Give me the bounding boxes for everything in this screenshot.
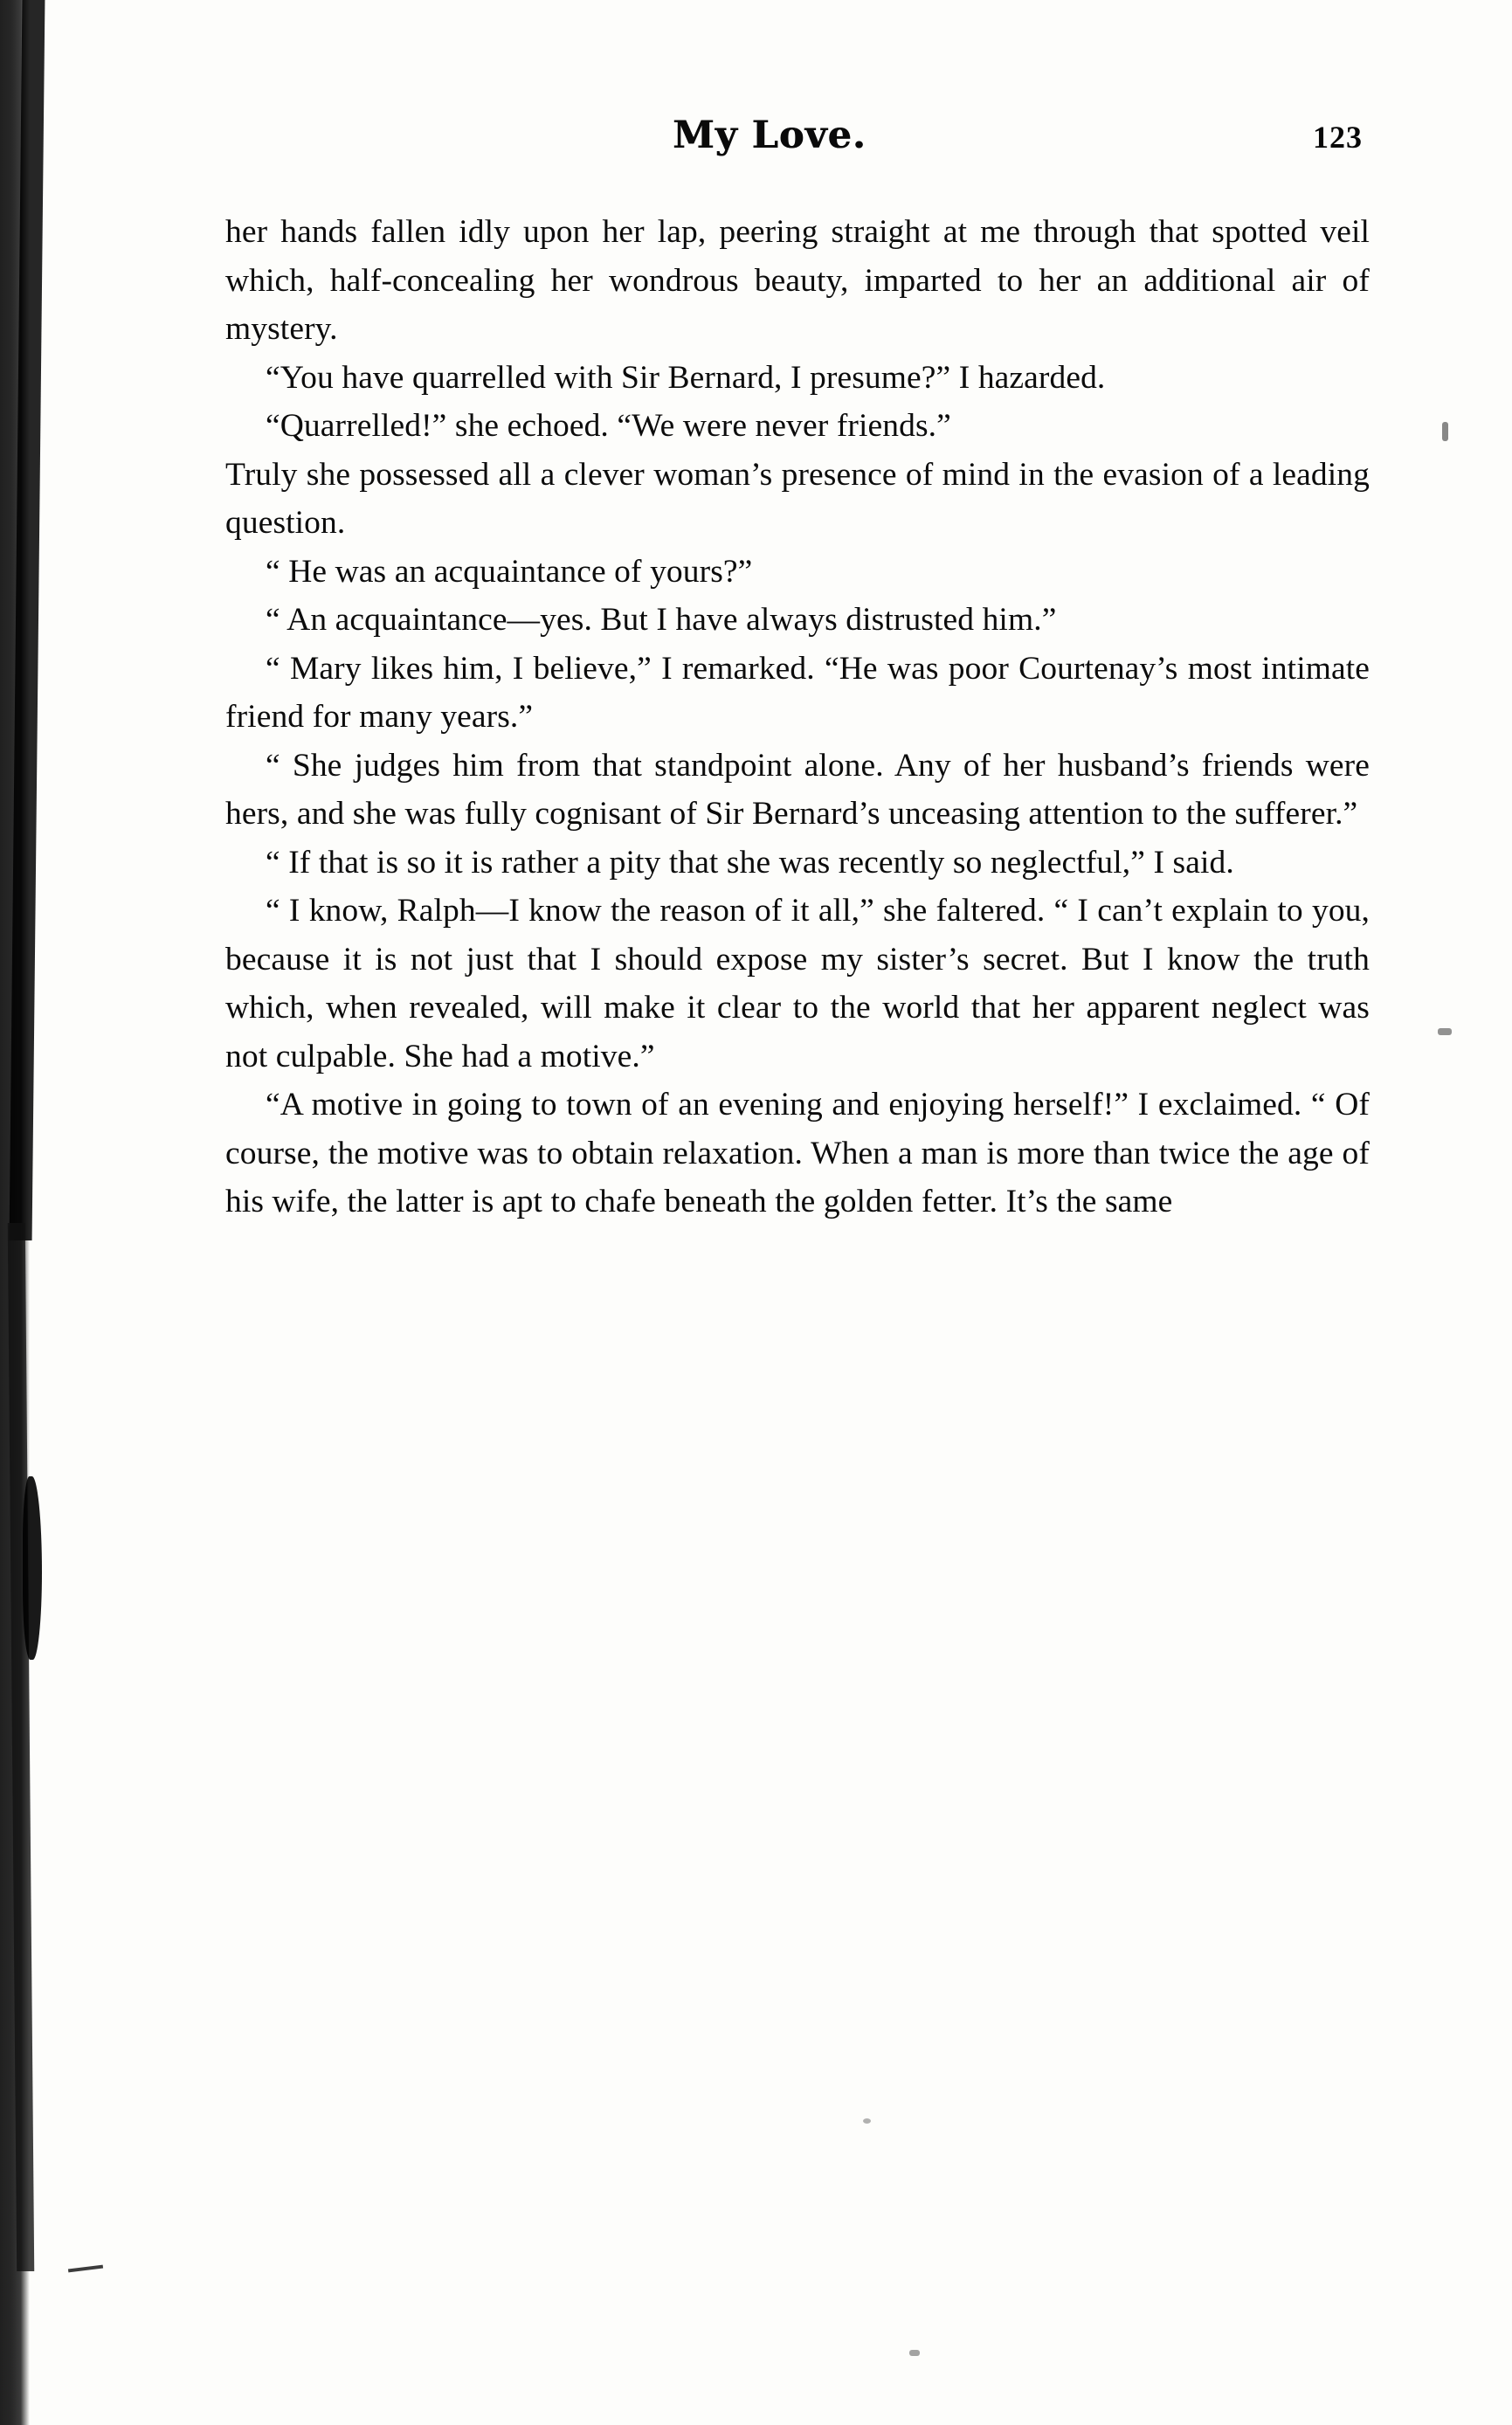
paragraph: “ I know, Ralph—I know the reason of it all,” she faltered. “ I can’t explain to you, because it is not just that I should expose my sister’s secret. But I know the truth which, when revealed, will make it clear to the world that her apparent neglect was not culpable. She had a motive.” (225, 893, 1370, 1074)
scan-speck-bottom (909, 2350, 920, 2356)
paragraph: “Quarrelled!” she echoed. “We were never friends.” (266, 408, 951, 444)
scan-speck-right-upper (1442, 422, 1448, 441)
scan-blob-artifact (23, 1476, 42, 1660)
paragraph: “A motive in going to town of an evening and enjoying herself!” I exclaimed. “ Of course, the motive was to obtain relaxation. When a man is more than twice the age of his wife, the latter is apt to chafe beneath the golden fetter. It’s the same (225, 1087, 1370, 1219)
scan-tick-artifact (68, 2265, 103, 2273)
page-number: 123 (1313, 120, 1363, 155)
page-body-text (225, 208, 1370, 1226)
scan-speck-mid (863, 2118, 871, 2124)
paragraph: Truly she possessed all a clever woman’s presence of mind in the evasion of a leading question. (225, 456, 1370, 541)
paragraph: “ An acquaintance—yes. But I have always distrusted him.” (266, 602, 1057, 638)
paragraph: “You have quarrelled with Sir Bernard, I presume?” I hazarded. (266, 359, 1106, 396)
paragraph: “ She judges him from that standpoint alone. Any of her husband’s friends were hers, and she was fully cognisant of Sir Bernard’s unceasing attention to the sufferer.” (225, 747, 1370, 832)
paragraph: her hands fallen idly upon her lap, peering straight at me through that spotted veil which, half-concealing her wondrous beauty, imparted to her an additional air of mystery. (225, 214, 1370, 347)
scan-speck-right-lower (1438, 1028, 1452, 1035)
paragraph: “ He was an acquaintance of yours?” (266, 553, 753, 590)
running-title: My Love. (673, 114, 866, 157)
paragraph: “ If that is so it is rather a pity that she was recently so neglectful,” I said. (266, 844, 1234, 881)
page-header (218, 114, 1371, 175)
paragraph: “ Mary likes him, I believe,” I remarked. “He was poor Courtenay’s most intimate friend for many years.” (225, 650, 1370, 735)
